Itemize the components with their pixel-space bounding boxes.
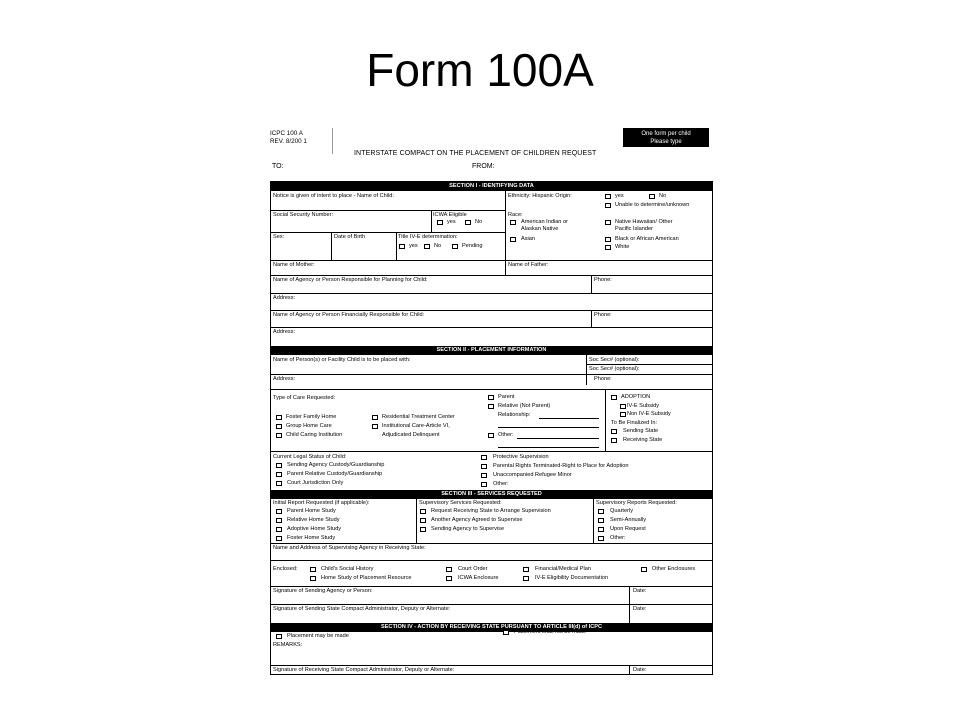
icwa-label: ICWA Eligible (433, 212, 467, 218)
race-american-indian-label: American Indian or (521, 219, 568, 225)
ethnicity-unknown-label: Unable to determine/unknown (615, 202, 690, 208)
row-line (271, 543, 712, 544)
rep-upon-checkbox[interactable] (598, 527, 604, 532)
form-revision-line: REV. 8/200 1 (270, 138, 307, 145)
row-line (271, 604, 712, 605)
other-line (498, 447, 599, 448)
instructions-line: Please type (650, 139, 682, 145)
date-3-label: Date: (633, 667, 647, 673)
divider (591, 275, 592, 293)
other-care-checkbox[interactable] (488, 433, 494, 438)
legal-other-checkbox[interactable] (481, 482, 487, 487)
group-home-checkbox[interactable] (276, 424, 282, 429)
race-american-indian-checkbox[interactable] (510, 220, 516, 225)
divider (331, 232, 332, 260)
ive-subsidy-label: IV-E Subsidy (627, 403, 660, 409)
row-line (271, 260, 712, 261)
supervisory-reports-label: Supervisory Reports Requested: (596, 500, 677, 506)
sig-sending-agency-label: Signature of Sending Agency or Person: (273, 588, 373, 594)
foster-family-checkbox[interactable] (276, 415, 282, 420)
care-type-label: Type of Care Requested: (273, 395, 336, 401)
enc-other-label: Other Enclosures (652, 566, 696, 572)
rep-quarterly-checkbox[interactable] (598, 509, 604, 514)
title-ive-yes-label: yes (409, 243, 418, 249)
rep-other-label: Other: (610, 535, 626, 541)
ethnicity-no-label: No (659, 193, 667, 199)
race-label: Race: (508, 212, 523, 218)
rep-other-checkbox[interactable] (598, 536, 604, 541)
date-2-label: Date: (633, 606, 647, 612)
supervising-agency-label: Name and Address of Supervising Agency in Receiving State: (273, 545, 426, 551)
finalized-receiving-checkbox[interactable] (611, 438, 617, 443)
legal-status-label: Current Legal Status of Child: (273, 454, 347, 460)
soc-sec-2-label: Soc Sec# (optional): (589, 366, 640, 372)
form-code-line: ICPC 100 A (270, 130, 303, 137)
placed-with-label: Name of Person(s) or Facility Child is to be placed with: (273, 357, 411, 363)
finalized-receiving-label: Receiving State (623, 437, 663, 443)
divider (586, 355, 587, 385)
instructions-box (623, 128, 709, 147)
finalized-sending-label: Sending State (623, 428, 659, 434)
race-american-indian-label: Alaskan Native (521, 226, 559, 232)
title-ive-pending-checkbox[interactable] (452, 244, 458, 249)
group-home-label: Group Home Care (286, 423, 332, 429)
father-label: Name of Father: (508, 262, 549, 268)
enc-homestudy-label: Home Study of Placement Resource (321, 575, 412, 581)
parent-label: Parent (498, 394, 515, 400)
other-line (517, 438, 599, 439)
placement-phone-label: Phone: (594, 376, 612, 382)
planning-address-label: Address: (273, 295, 296, 301)
slide-title: Form 100A (366, 44, 594, 96)
rep-quarterly-label: Quarterly (610, 508, 634, 514)
divider (505, 260, 506, 275)
rep-semi-label: Semi-Annually (610, 517, 647, 523)
sig-receiving-label: Signature of Receiving State Compact Administrator, Deputy or Alternate: (273, 667, 455, 673)
parent-study-checkbox[interactable] (276, 509, 282, 514)
mother-label: Name of Mother: (273, 262, 315, 268)
relationship-line (539, 418, 599, 419)
legal-sending-checkbox[interactable] (276, 463, 282, 468)
institutional-checkbox[interactable] (372, 424, 378, 429)
sup-another-checkbox[interactable] (420, 518, 426, 523)
divider (605, 389, 606, 451)
child-name-label: Notice is given of intent to place - Name of Child: (273, 193, 394, 199)
non-ive-subsidy-label: Non IV-E Subsidy (627, 411, 671, 417)
institutional-label: Institutional Care-Article VI, (382, 423, 450, 429)
planning-agency-label: Name of Agency or Person Responsible for Planning for Child: (273, 277, 428, 283)
financial-phone-label: Phone: (594, 312, 612, 318)
relationship-line (498, 427, 599, 428)
form-code (270, 130, 307, 146)
divider (416, 499, 417, 543)
rep-upon-label: Upon Request (610, 526, 646, 532)
sig-sending-state-label: Signature of Sending State Compact Administrator, Deputy or Alternate: (273, 606, 451, 612)
legal-other-label: Other: (493, 481, 509, 487)
section-3-header: SECTION III - SERVICES REQUESTED (271, 490, 712, 499)
instructions-line: One form per child (641, 131, 691, 137)
dob-label: Date of Birth (334, 234, 366, 240)
sup-another-label: Another Agency Agreed to Supervise (431, 517, 523, 523)
divider (629, 665, 630, 675)
divider (591, 310, 592, 327)
divider (396, 232, 397, 260)
race-black-checkbox[interactable] (605, 237, 611, 242)
foster-study-label: Foster Home Study (287, 535, 336, 541)
row-line (586, 364, 712, 365)
row-line (271, 210, 505, 211)
ethnicity-yes-label: yes (615, 193, 624, 199)
icwa-yes-checkbox[interactable] (437, 220, 443, 225)
rep-semi-checkbox[interactable] (598, 518, 604, 523)
legal-unaccompanied-label: Unaccompanied Refugee Minor (493, 472, 572, 478)
enc-icwa-label: ICWA Enclosure (458, 575, 499, 581)
sup-request-label: Request Receiving State to Arrange Supervision (431, 508, 551, 514)
non-ive-subsidy-checkbox[interactable] (620, 412, 626, 417)
parent-checkbox[interactable] (488, 395, 494, 400)
title-ive-yes-checkbox[interactable] (399, 244, 405, 249)
adoption-label: ADOPTION (621, 394, 651, 400)
section-1-header: SECTION I - IDENTIFYING DATA (271, 182, 712, 191)
ethnicity-yes-checkbox[interactable] (605, 194, 611, 199)
icpc-form-100a (270, 126, 713, 676)
enclosed-label: Enclosed: (273, 566, 298, 572)
residential-checkbox[interactable] (372, 415, 378, 420)
race-white-checkbox[interactable] (605, 245, 611, 250)
ethnicity-label: Ethnicity: Hispanic Origin: (508, 193, 572, 199)
adoptive-study-label: Adoptive Home Study (287, 526, 342, 532)
ethnicity-unknown-checkbox[interactable] (605, 203, 611, 208)
legal-terminated-label: Parental Rights Terminated-Right to Place for Adoption (493, 463, 629, 469)
race-asian-label: Asian (521, 236, 535, 242)
planning-phone-label: Phone: (594, 277, 612, 283)
divider (505, 191, 506, 260)
enc-court-label: Court Order (458, 566, 488, 572)
date-1-label: Date: (633, 588, 647, 594)
row-line (271, 327, 712, 328)
title-ive-no-checkbox[interactable] (424, 244, 430, 249)
row-line (271, 275, 712, 276)
foster-study-checkbox[interactable] (276, 536, 282, 541)
relative-label: Relative (Not Parent) (498, 403, 551, 409)
legal-unaccompanied-checkbox[interactable] (481, 473, 487, 478)
parent-study-label: Parent Home Study (287, 508, 336, 514)
section-2-header: SECTION II - PLACEMENT INFORMATION (271, 346, 712, 355)
adjudicated-label: Adjudicated Delinquent (382, 432, 440, 438)
ssn-label: Social Security Number: (273, 212, 333, 218)
to-label: TO: (272, 163, 284, 170)
sup-sending-checkbox[interactable] (420, 527, 426, 532)
icwa-yes-label: yes (447, 219, 456, 225)
row-line (271, 451, 712, 452)
row-line (271, 389, 712, 390)
enc-homestudy-checkbox[interactable] (310, 576, 316, 581)
shall-not-checkbox[interactable] (503, 630, 509, 635)
relationship-label: Relationship: (498, 412, 531, 418)
legal-court-label: Court Jurisdiction Only (287, 480, 344, 486)
from-label: FROM: (472, 163, 495, 170)
row-line (271, 232, 505, 233)
may-be-made-checkbox[interactable] (276, 634, 282, 639)
child-caring-label: Child Caring Institution (286, 432, 343, 438)
sex-label: Sex: (273, 234, 285, 240)
row-line (271, 560, 712, 561)
soc-sec-1-label: Soc Sec# (optional): (589, 357, 640, 363)
legal-sending-label: Sending Agency Custody/Guardianship (287, 462, 385, 468)
race-asian-checkbox[interactable] (510, 237, 516, 242)
shall-not-label: Placement shall not be made (514, 629, 587, 635)
finalized-label: To Be Finalized In: (611, 420, 658, 426)
header-divider (332, 128, 333, 154)
foster-family-label: Foster Family Home (286, 414, 337, 420)
race-black-label: Black or African American (615, 236, 679, 242)
ethnicity-no-checkbox[interactable] (649, 194, 655, 199)
race-hawaiian-checkbox[interactable] (605, 220, 611, 225)
title-ive-label: Title IV-E determination: (398, 234, 458, 240)
ive-subsidy-checkbox[interactable] (620, 404, 626, 409)
section-4-header: SECTION IV - ACTION BY RECEIVING STATE PURSUANT TO ARTICLE III(d) of ICPC (271, 623, 712, 632)
legal-protective-checkbox[interactable] (481, 455, 487, 460)
may-be-made-label: Placement may be made (287, 633, 349, 639)
remarks-label: REMARKS: (273, 642, 303, 648)
title-ive-pending-label: Pending (462, 243, 483, 249)
form-table (270, 181, 713, 675)
child-caring-checkbox[interactable] (276, 433, 282, 438)
enc-court-checkbox[interactable] (446, 567, 452, 572)
form-title: INTERSTATE COMPACT ON THE PLACEMENT OF CHILDREN REQUEST (354, 150, 597, 157)
adoption-checkbox[interactable] (611, 395, 617, 400)
financial-address-label: Address: (273, 329, 296, 335)
legal-parent-label: Parent Relative Custody/Guardianship (287, 471, 383, 477)
title-ive-no-label: No (434, 243, 442, 249)
enc-ive-checkbox[interactable] (523, 576, 529, 581)
enc-social-label: Child's Social History (321, 566, 374, 572)
enc-financial-label: Financial/Medical Plan (535, 566, 591, 572)
placement-address-label: Address: (273, 376, 296, 382)
sup-request-checkbox[interactable] (420, 509, 426, 514)
row-line (271, 310, 712, 311)
divider (431, 210, 432, 232)
financial-agency-label: Name of Agency or Person Financially Responsible for Child: (273, 312, 425, 318)
legal-parent-checkbox[interactable] (276, 472, 282, 477)
legal-terminated-checkbox[interactable] (481, 464, 487, 469)
divider (593, 499, 594, 543)
relative-study-label: Relative Home Study (287, 517, 340, 523)
enc-financial-checkbox[interactable] (523, 567, 529, 572)
row-line (271, 586, 712, 587)
finalized-sending-checkbox[interactable] (611, 429, 617, 434)
icwa-no-label: No (475, 219, 483, 225)
enc-other-checkbox[interactable] (641, 567, 647, 572)
icwa-no-checkbox[interactable] (465, 220, 471, 225)
relative-study-checkbox[interactable] (276, 518, 282, 523)
residential-label: Residential Treatment Center (382, 414, 455, 420)
row-line (271, 665, 712, 666)
race-hawaiian-label: Pacific Islander (615, 226, 653, 232)
other-care-label: Other: (498, 432, 514, 438)
legal-protective-label: Protective Supervision (493, 454, 549, 460)
row-line (271, 374, 712, 375)
race-hawaiian-label: Native Hawaiian/ Other (615, 219, 673, 225)
supervisory-services-label: Supervisory Services Requested: (419, 500, 502, 506)
enc-ive-label: IV-E Eligibility Documentation (535, 575, 609, 581)
enc-icwa-checkbox[interactable] (446, 576, 452, 581)
relative-checkbox[interactable] (488, 404, 494, 409)
legal-court-checkbox[interactable] (276, 481, 282, 486)
race-white-label: White (615, 244, 630, 250)
enc-social-checkbox[interactable] (310, 567, 316, 572)
initial-report-label: Initial Report Requested (if applicable): (273, 500, 370, 506)
sup-sending-label: Sending Agency to Supervise (431, 526, 505, 532)
adoptive-study-checkbox[interactable] (276, 527, 282, 532)
row-line (271, 293, 712, 294)
